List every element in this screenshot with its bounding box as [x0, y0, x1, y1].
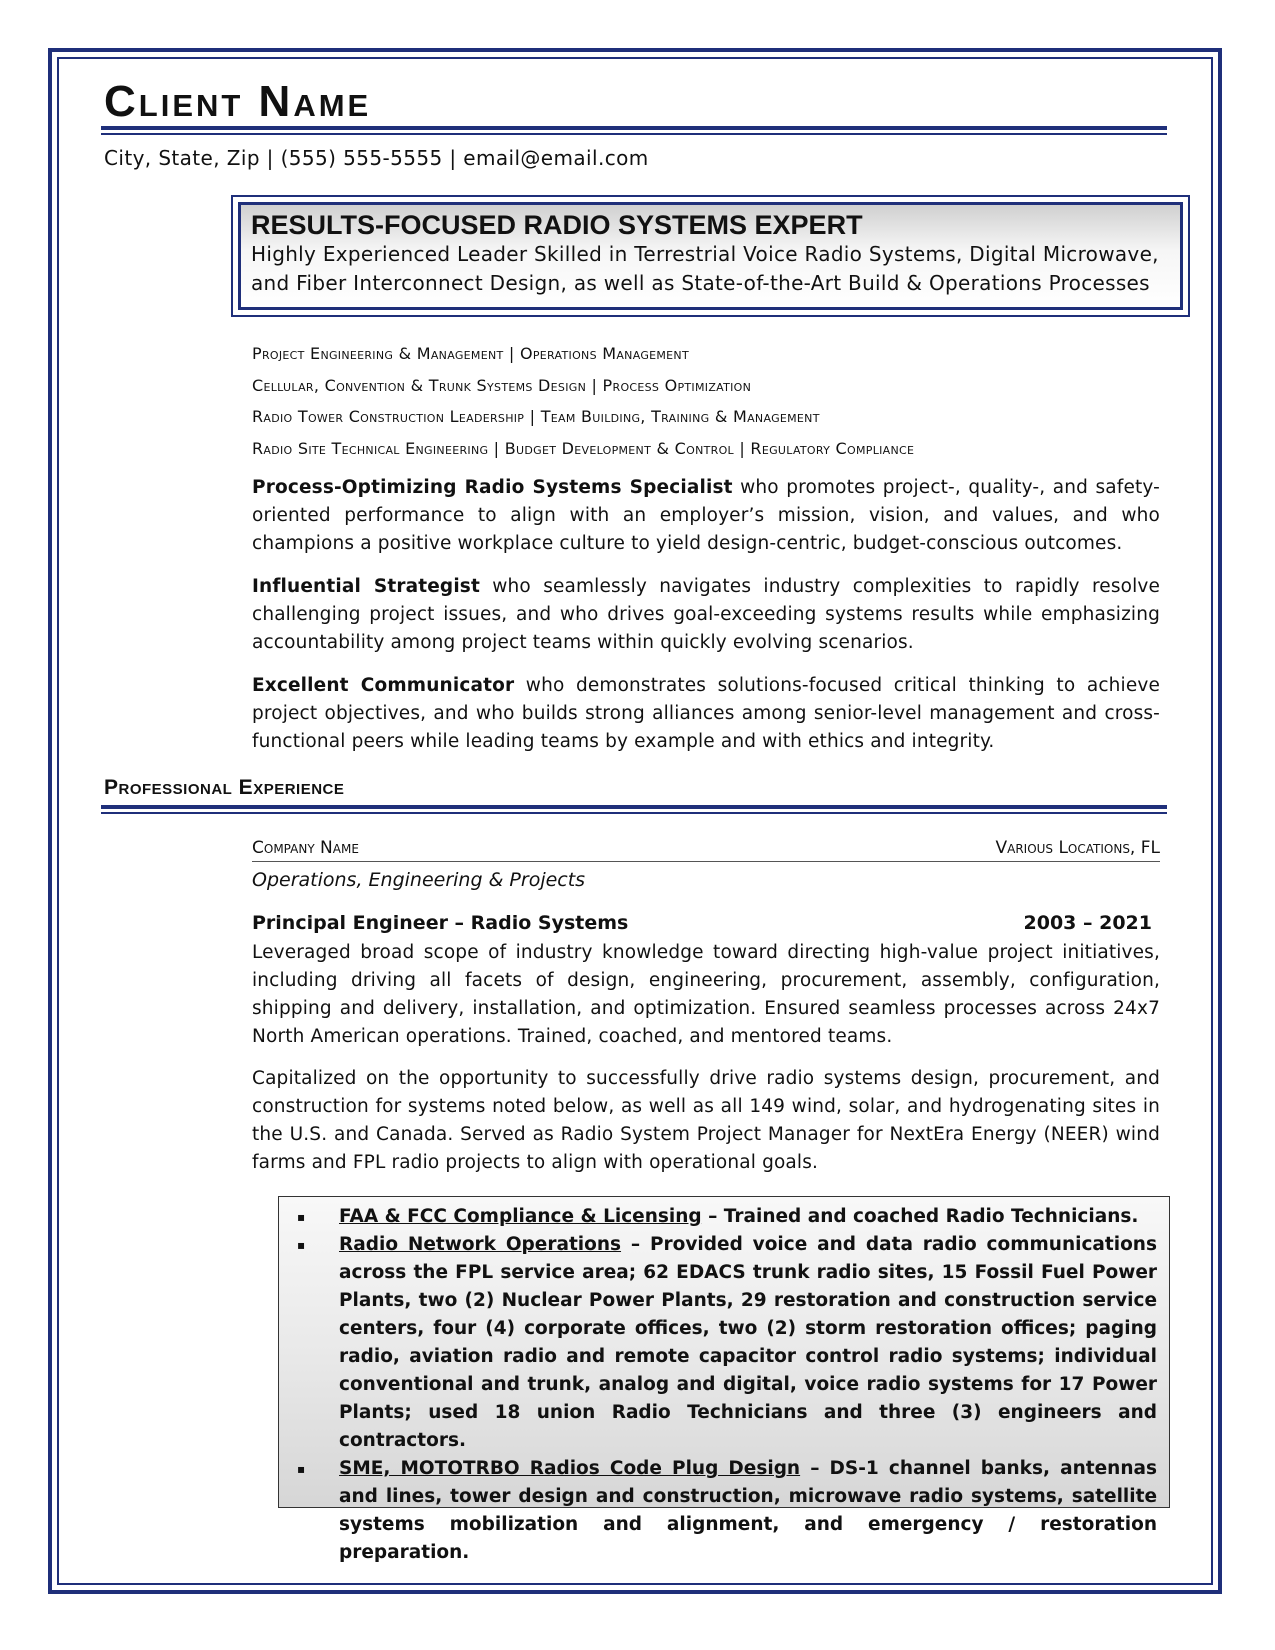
- role-paragraph: Capitalized on the opportunity to successfully drive radio systems design, procurement, and construction for systems noted below, as well as all 149 wind, solar, and hydrogenating sites in the U.S. and Canada. Served as Radio System Project Manager for NextEra Energy (NEER) wind farms and FPL radio projects to align with operational goals.: [252, 1068, 1160, 1173]
- headline-subtitle-line-2: and Fiber Interconnect Design, as well as State-of-the-Art Build & Operations Processes: [251, 271, 1150, 295]
- square-bullet-icon: ▪: [297, 1210, 306, 1224]
- profile-lead: Excellent Communicator: [252, 675, 515, 696]
- contact-line: City, State, Zip | (555) 555-5555 | email@email.com: [104, 146, 649, 170]
- square-bullet-icon: ▪: [297, 1462, 306, 1476]
- company-name: Company Name: [252, 838, 359, 858]
- achievement-item: [289, 1455, 1157, 1567]
- profile-text: who seamlessly navigates industry complexities to rapidly resolve challenging project issues, and who drives goal-exceeding systems results while emphasizing accountability among project teams within quickly evolving scenarios.: [252, 576, 1161, 653]
- achievement-lead: Radio Network Operations: [339, 1234, 622, 1255]
- achievement-text: – DS-1 channel banks, antennas and lines, tower design and construction, microwave radio systems, satellite systems mobilization and alignment, and emergency / restoration preparation.: [339, 1458, 1157, 1563]
- headline-subtitle-line-1: Highly Experienced Leader Skilled in Terrestrial Voice Radio Systems, Digital Microwave,: [251, 242, 1159, 266]
- header-rule: [101, 126, 1167, 135]
- profile-lead: Influential Strategist: [252, 576, 480, 597]
- role-title: Principal Engineer – Radio Systems: [252, 912, 629, 934]
- headline-title: RESULTS-FOCUSED RADIO SYSTEMS EXPERT: [251, 210, 863, 240]
- achievements-box: [278, 1196, 1170, 1563]
- role-dates: 2003 – 2021: [1023, 912, 1152, 934]
- profile-lead: Process-Optimizing Radio Systems Specialist: [252, 477, 733, 498]
- profile-text: who demonstrates solutions-focused critical thinking to achieve project objectives, and who builds strong alliances among senior-level management and cross-functional peers while leading teams by example and with ethics and integrity.: [252, 675, 1160, 752]
- section-title-experience: Professional Experience: [104, 776, 345, 799]
- achievement-item: [289, 1231, 1157, 1455]
- role-row: [252, 912, 1152, 934]
- headline-box: [231, 195, 1190, 317]
- profile-paragraph: [252, 672, 1160, 756]
- achievement-item: [289, 1203, 1157, 1231]
- section-rule: [101, 805, 1167, 814]
- client-name: Client Name: [104, 77, 372, 126]
- skills-list: [252, 338, 914, 464]
- profile-paragraph: [252, 474, 1160, 558]
- skills-line: Radio Site Technical Engineering | Budget Development & Control | Regulatory Compliance: [252, 438, 915, 458]
- achievement-lead: SME, MOTOTRBO Radios Code Plug Design: [339, 1458, 801, 1479]
- headline-inner: [238, 202, 1183, 310]
- profile-text: who promotes project-, quality-, and safety-oriented performance to align with an employer’s mission, vision, and values, and who champions a positive workplace culture to yield design-centric, budget-conscious outcomes.: [252, 477, 1160, 554]
- skills-line: Cellular, Convention & Trunk Systems Design | Process Optimization: [252, 375, 752, 395]
- achievement-text: – Provided voice and data radio communications across the FPL service area; 62 EDACS trunk radio sites, 15 Fossil Fuel Power Plants, two (2) Nuclear Power Plants, 29 restoration and construction service centers, four (4) corporate offices, two (2) storm restoration offices; paging radio, aviation radio and remote capacitor control radio systems; individual conventional and trunk, analog and digital, voice radio systems for 17 Power Plants; used 18 union Radio Technicians and three (3) engineers and contractors.: [339, 1234, 1157, 1451]
- skills-line: Radio Tower Construction Leadership | Team Building, Training & Management: [252, 407, 820, 426]
- division-title: Operations, Engineering & Projects: [252, 869, 586, 891]
- role-paragraph: Leveraged broad scope of industry knowledge toward directing high-value project initiatives, including driving all facets of design, engineering, procurement, assembly, configuration, shipping and delivery, installation, and optimization. Ensured seamless processes across 24x7 North American operations. Trained, coached, and mentored teams.: [252, 942, 1160, 1047]
- square-bullet-icon: ▪: [297, 1238, 306, 1252]
- company-row: [252, 838, 1160, 862]
- company-location: Various Locations, FL: [995, 838, 1160, 858]
- achievement-lead: FAA & FCC Compliance & Licensing: [339, 1206, 702, 1227]
- skills-line: Project Engineering & Management | Operations Management: [252, 344, 689, 363]
- profile-paragraph: [252, 573, 1160, 657]
- achievement-text: – Trained and coached Radio Technicians.: [701, 1206, 1139, 1227]
